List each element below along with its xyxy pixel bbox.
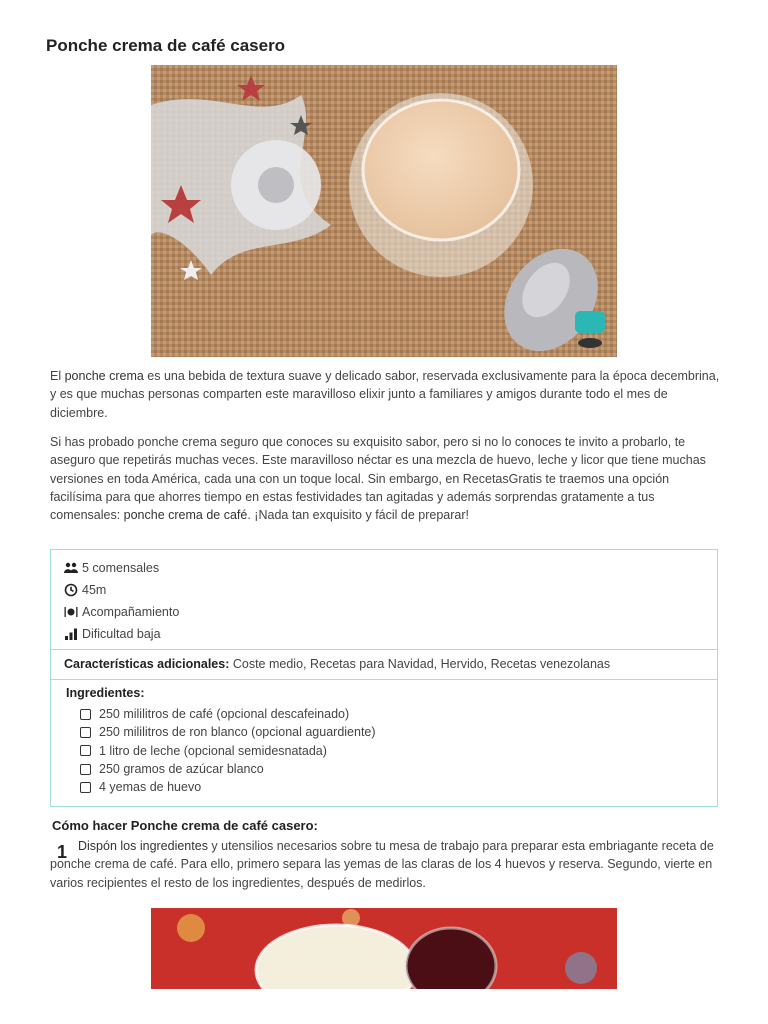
extras-value: Coste medio, Recetas para Navidad, Hervido, Recetas venezolanas xyxy=(229,657,611,671)
ingredient-text: 250 mililitros de café (opcional descafeinado) xyxy=(99,707,350,722)
ingredient-text: 250 gramos de azúcar blanco xyxy=(99,762,264,777)
additional-features xyxy=(64,657,610,671)
difficulty-text: Dificultad baja xyxy=(82,627,161,641)
intro-suffix: es una bebida de textura suave y delicado sabor, reservada exclusivamente para la época decembrina, y es que muchas personas comparten este maravilloso elixir junto a familiares y amigos durante todo el mes de diciembre. xyxy=(50,369,720,420)
ingredients-title: Ingredientes: xyxy=(66,686,145,700)
divider xyxy=(51,649,717,650)
ingredient-item[interactable] xyxy=(80,778,376,796)
ponche-cafe-link[interactable]: ponche crema de café xyxy=(123,508,248,523)
checkbox[interactable] xyxy=(80,727,91,738)
checkbox[interactable] xyxy=(80,745,91,756)
recipe-meta xyxy=(64,557,179,645)
people-icon xyxy=(64,562,78,574)
ponche-crema-link[interactable]: ponche crema xyxy=(64,369,144,383)
time-row xyxy=(64,579,179,601)
ingredient-item[interactable] xyxy=(80,705,376,723)
body-suffix: . ¡Nada tan exquisito y fácil de preparar! xyxy=(247,508,470,523)
signal-bars-icon xyxy=(64,628,78,640)
body-text: Si has probado ponche crema seguro que conoces su exquisito sabor, pero si no lo conoces te invito a probarlo, te aseguro que repetirás muchas veces. Este maravilloso néctar es una mezcla de huevo, leche y licor que tiene muchas versiones en toda América, cada una con un toque local. Sin embargo, en RecetasGratis te traemos una opción facilísima para que ahorres tiempo en estas festividades tan agitadas y además sorprendas gratamente a tus comensales: xyxy=(50,435,706,523)
ingredient-text: 4 yemas de huevo xyxy=(99,780,202,795)
page-title: Ponche crema de café casero xyxy=(46,36,286,55)
checkbox[interactable] xyxy=(80,764,91,775)
divider xyxy=(51,679,717,680)
intro-prefix: El xyxy=(50,369,65,383)
difficulty-row xyxy=(64,623,179,645)
checkbox[interactable] xyxy=(80,709,91,720)
hero-image xyxy=(151,65,617,357)
steps-title: Cómo hacer Ponche crema de café casero: xyxy=(52,818,318,833)
category-row xyxy=(64,601,179,623)
ingredient-text: 250 mililitros de ron blanco (opcional aguardiente) xyxy=(99,725,376,740)
ingredient-item[interactable] xyxy=(80,742,376,760)
recipe-info-box xyxy=(50,549,718,807)
ingredients-link[interactable]: Dispón los ingredientes xyxy=(78,839,208,853)
time-text: 45m xyxy=(82,583,107,597)
ingredient-item[interactable] xyxy=(80,760,376,778)
servings-text: 5 comensales xyxy=(82,561,160,575)
extras-label: Características adicionales: xyxy=(64,657,230,671)
step-number: 1 xyxy=(57,842,68,862)
body-paragraph xyxy=(50,433,722,524)
step-text xyxy=(50,837,722,892)
ingredient-text: 1 litro de leche (opcional semidesnatada) xyxy=(99,743,327,758)
ingredients-list xyxy=(80,705,376,796)
checkbox[interactable] xyxy=(80,782,91,793)
intro-paragraph xyxy=(50,367,722,422)
step-description: y utensilios necesarios sobre tu mesa de trabajo para preparar esta embriagante receta de ponche crema de café. Para ello, primero separa las yemas de las claras de los 4 huevos y reserva. Segundo, vierte en varios recipientes el resto de los ingredientes, después de medirlos. xyxy=(50,839,714,890)
step-image xyxy=(151,908,617,989)
category-text: Acompañamiento xyxy=(82,605,180,619)
servings-row xyxy=(64,557,179,579)
clock-icon xyxy=(64,583,78,597)
dish-icon xyxy=(64,606,78,618)
ingredient-item[interactable] xyxy=(80,723,376,741)
